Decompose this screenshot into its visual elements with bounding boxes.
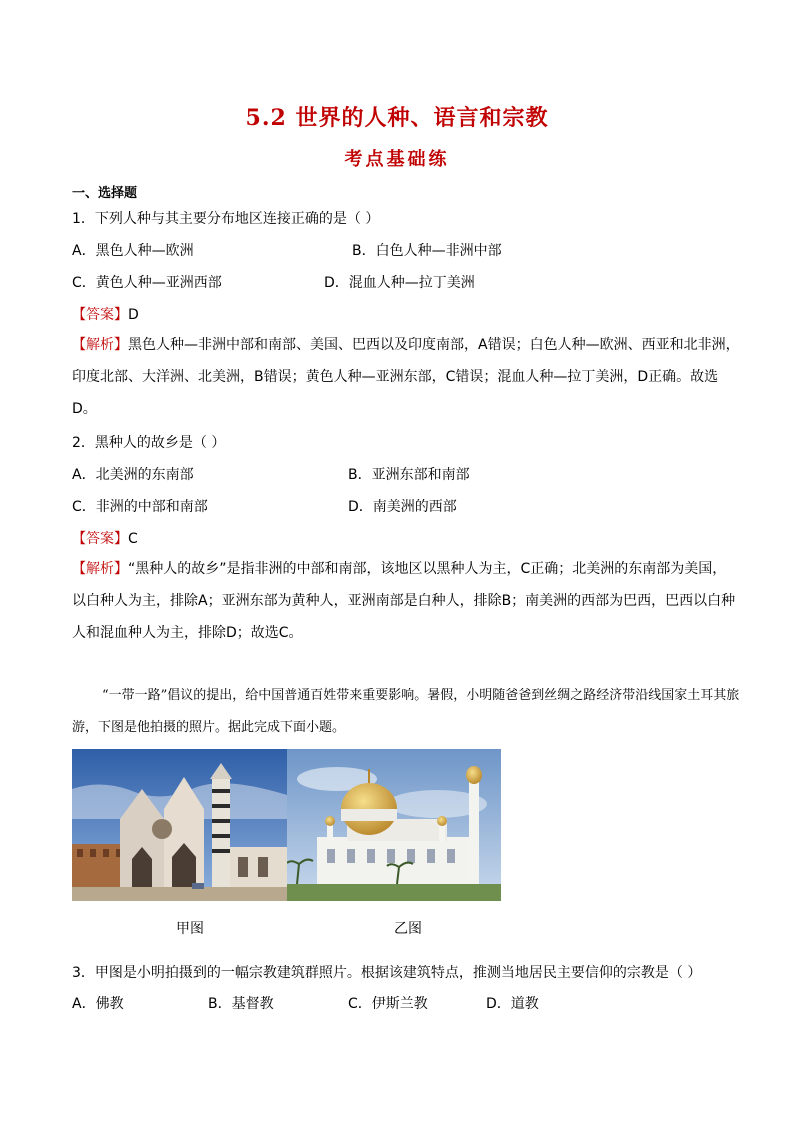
answer-value: C: [128, 531, 138, 547]
question-2-stem: 2．黑种人的故乡是（ ）: [72, 435, 226, 451]
explanation-text: 黑色人种—非洲中部和南部、美国、巴西以及印度南部，A错误；白色人种—欧洲、西亚和北非洲，印度北部、大洋洲、北美洲，B错误；黄色人种—亚洲东部，C错误；混血人种—拉丁美洲，D正确。故选D。: [72, 337, 740, 417]
answer-value: D: [128, 307, 139, 323]
page-subtitle: 考点基础练: [344, 149, 450, 170]
reading-passage: “一带一路”倡议的提出，给中国普通百姓带来重要影响。暑假，小明随爸爸到丝绸之路经济带沿线国家土耳其旅游，下图是他拍摄的照片。据此完成下面小题。: [72, 688, 740, 735]
explanation-tag: 【解析】: [72, 337, 128, 353]
answer-tag: 【答案】: [72, 307, 128, 323]
photo-strip: [72, 749, 501, 901]
page-title: 5.2 世界的人种、语言和宗教: [245, 105, 549, 131]
caption-left: 甲图: [176, 921, 204, 937]
question-3-option-b: B．基督教: [208, 996, 274, 1012]
cathedral-photo: [72, 749, 287, 901]
question-2-explanation: [72, 553, 740, 649]
explanation-tag: 【解析】: [72, 561, 128, 577]
question-2-option-d: D．南美洲的西部: [348, 499, 457, 515]
question-2-answer: [72, 528, 138, 548]
mosque-photo: [287, 749, 501, 901]
answer-tag: 【答案】: [72, 531, 128, 547]
question-1-explanation: [72, 329, 740, 425]
question-2-option-c: C．非洲的中部和南部: [72, 499, 208, 515]
caption-right: 乙图: [394, 921, 422, 937]
question-1-option-d: D．混血人种—拉丁美洲: [324, 275, 475, 291]
question-3-option-a: A．佛教: [72, 996, 124, 1012]
question-2-option-a: A．北美洲的东南部: [72, 467, 194, 483]
question-1-option-c: C．黄色人种—亚洲西部: [72, 275, 222, 291]
section-heading: 一、选择题: [72, 186, 138, 201]
question-1-option-b: B．白色人种—非洲中部: [352, 243, 502, 259]
question-1-answer: [72, 304, 139, 324]
question-1-option-a: A．黑色人种—欧洲: [72, 243, 194, 259]
explanation-text: “黑种人的故乡”是指非洲的中部和南部，该地区以黑种人为主，C正确；北美洲的东南部为美国，以白种人为主，排除A；亚洲东部为黄种人，亚洲南部是白种人，排除B；南美洲的西部为巴西，巴西以白种人和混血种人为主，排除D；故选C。: [72, 561, 736, 641]
question-1-stem: 1．下列人种与其主要分布地区连接正确的是（ ）: [72, 211, 380, 227]
question-3-option-c: C．伊斯兰教: [348, 996, 428, 1012]
question-3-stem: 3．甲图是小明拍摄到的一幅宗教建筑群照片。根据该建筑特点，推测当地居民主要信仰的宗教是（ ）: [72, 965, 702, 981]
question-3-option-d: D．道教: [486, 996, 539, 1012]
question-2-option-b: B．亚洲东部和南部: [348, 467, 470, 483]
